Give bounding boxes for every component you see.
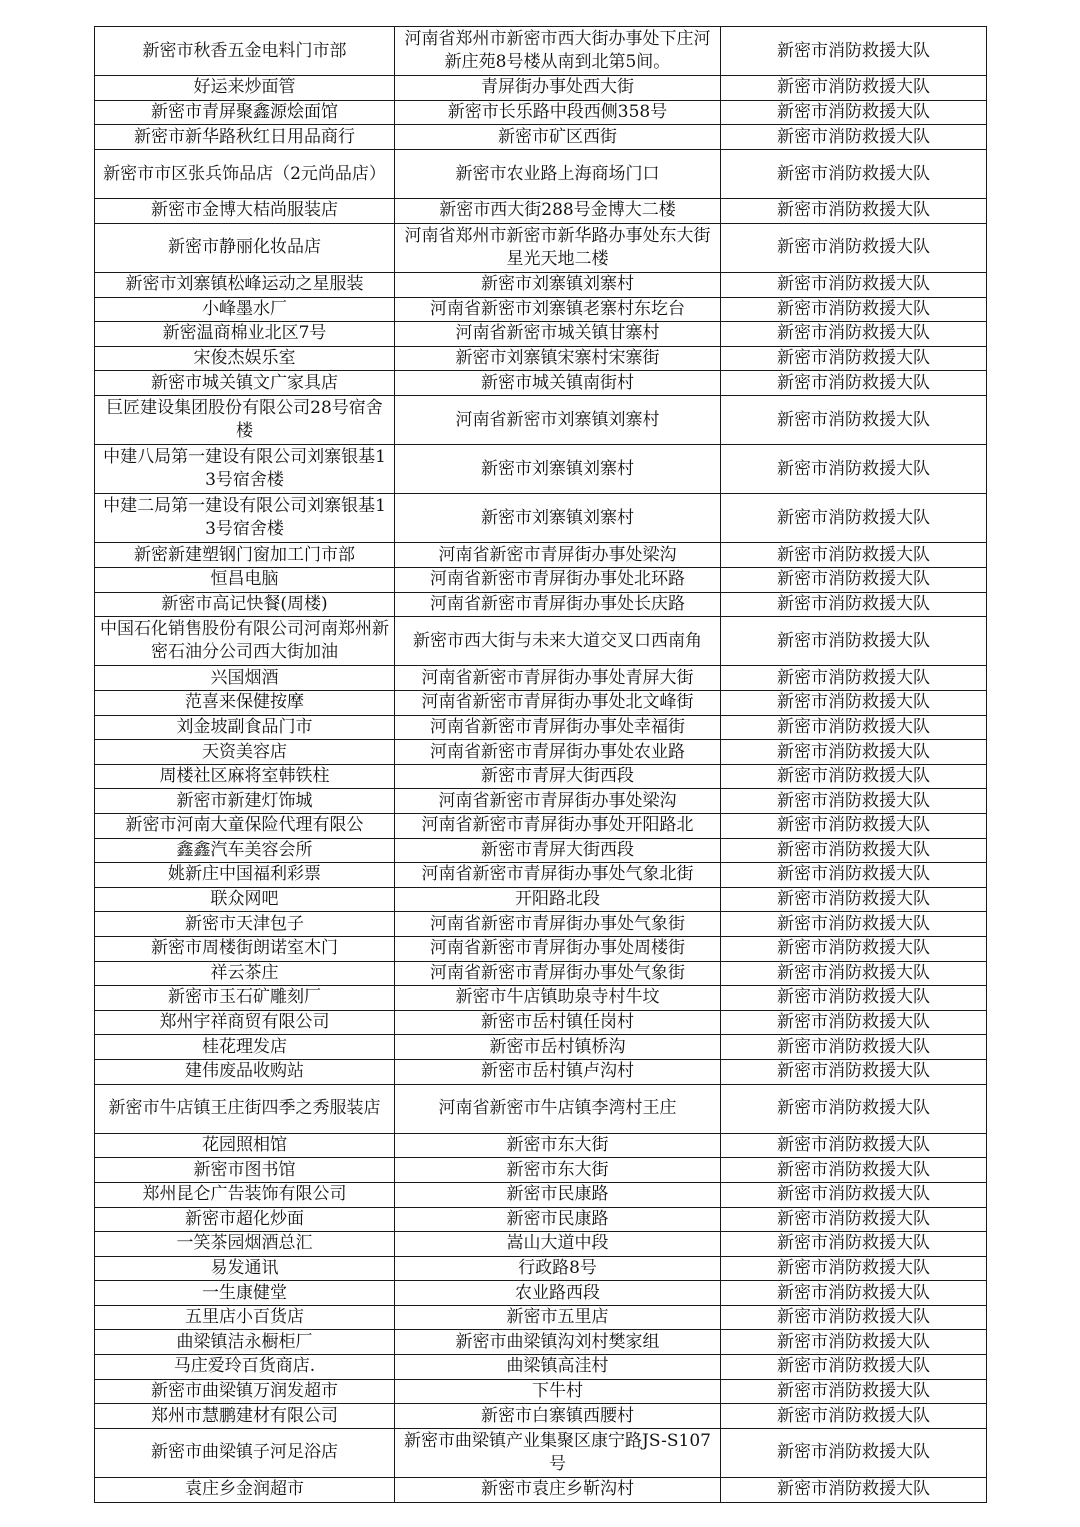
fire-brigade-cell: 新密市消防救援大队	[721, 272, 987, 297]
address-cell: 河南省新密市青屏街办事处开阳路北	[395, 814, 721, 839]
business-name-cell: 新密市玉石矿雕刻厂	[95, 986, 395, 1011]
address-cell: 新密市青屏大街西段	[395, 764, 721, 789]
fire-brigade-cell: 新密市消防救援大队	[721, 76, 987, 101]
inspection-table	[94, 26, 987, 1503]
address-cell: 新密市农业路上海商场门口	[395, 149, 721, 198]
fire-brigade-cell: 新密市消防救援大队	[721, 740, 987, 765]
business-name-cell: 新密市刘寨镇松峰运动之星服装	[95, 272, 395, 297]
table-row	[95, 371, 987, 396]
business-name-cell: 新密市河南大童保险代理有限公	[95, 814, 395, 839]
table-row	[95, 789, 987, 814]
business-name-cell: 新密市周楼街朗诺室木门	[95, 936, 395, 961]
business-name-cell: 五里店小百货店	[95, 1305, 395, 1330]
address-cell: 青屏街办事处西大街	[395, 76, 721, 101]
table-row	[95, 445, 987, 494]
address-cell: 曲梁镇高洼村	[395, 1355, 721, 1380]
table-row	[95, 1379, 987, 1404]
business-name-cell: 范喜来保健按摩	[95, 691, 395, 716]
fire-brigade-cell: 新密市消防救援大队	[721, 764, 987, 789]
address-cell: 河南省新密市青屏街办事处梁沟	[395, 789, 721, 814]
table-row	[95, 740, 987, 765]
address-cell: 新密市刘寨镇刘寨村	[395, 445, 721, 494]
address-cell: 新密市矿区西街	[395, 125, 721, 150]
business-name-cell: 郑州昆仑广告装饰有限公司	[95, 1182, 395, 1207]
table-row	[95, 814, 987, 839]
address-cell: 行政路8号	[395, 1256, 721, 1281]
table-row	[95, 1035, 987, 1060]
business-name-cell: 巨匠建设集团股份有限公司28号宿舍楼	[95, 395, 395, 444]
business-name-cell: 新密市曲梁镇子河足浴店	[95, 1428, 395, 1477]
fire-brigade-cell: 新密市消防救援大队	[721, 1182, 987, 1207]
table-row	[95, 272, 987, 297]
table-row	[95, 961, 987, 986]
table-row	[95, 76, 987, 101]
address-cell: 新密市岳村镇桥沟	[395, 1035, 721, 1060]
table-row	[95, 1256, 987, 1281]
business-name-cell: 中国石化销售股份有限公司河南郑州新密石油分公司西大街加油	[95, 617, 395, 666]
table-row	[95, 1232, 987, 1257]
fire-brigade-cell: 新密市消防救援大队	[721, 1232, 987, 1257]
fire-brigade-cell: 新密市消防救援大队	[721, 1330, 987, 1355]
address-cell: 河南省新密市青屏街办事处幸福街	[395, 715, 721, 740]
table-row	[95, 764, 987, 789]
fire-brigade-cell: 新密市消防救援大队	[721, 1133, 987, 1158]
table-row	[95, 494, 987, 543]
fire-brigade-cell: 新密市消防救援大队	[721, 617, 987, 666]
table-row	[95, 1010, 987, 1035]
address-cell: 新密市刘寨镇刘寨村	[395, 494, 721, 543]
address-cell: 下牛村	[395, 1379, 721, 1404]
fire-brigade-cell: 新密市消防救援大队	[721, 1084, 987, 1133]
business-name-cell: 新密市天津包子	[95, 912, 395, 937]
table-row	[95, 1305, 987, 1330]
table-row	[95, 297, 987, 322]
fire-brigade-cell: 新密市消防救援大队	[721, 961, 987, 986]
business-name-cell: 新密市曲梁镇万润发超市	[95, 1379, 395, 1404]
fire-brigade-cell: 新密市消防救援大队	[721, 1207, 987, 1232]
fire-brigade-cell: 新密市消防救援大队	[721, 494, 987, 543]
table-row	[95, 986, 987, 1011]
address-cell: 新密市白寨镇西腰村	[395, 1404, 721, 1429]
business-name-cell: 新密市超化炒面	[95, 1207, 395, 1232]
table-row	[95, 715, 987, 740]
fire-brigade-cell: 新密市消防救援大队	[721, 1158, 987, 1183]
fire-brigade-cell: 新密市消防救援大队	[721, 395, 987, 444]
fire-brigade-cell: 新密市消防救援大队	[721, 1256, 987, 1281]
address-cell: 新密市岳村镇卢沟村	[395, 1059, 721, 1084]
business-name-cell: 新密温商棉业北区7号	[95, 322, 395, 347]
fire-brigade-cell: 新密市消防救援大队	[721, 814, 987, 839]
fire-brigade-cell: 新密市消防救援大队	[721, 1379, 987, 1404]
table-row	[95, 1281, 987, 1306]
address-cell: 新密市城关镇南街村	[395, 371, 721, 396]
table-row	[95, 1084, 987, 1133]
business-name-cell: 一笑茶园烟酒总汇	[95, 1232, 395, 1257]
business-name-cell: 易发通讯	[95, 1256, 395, 1281]
address-cell: 新密市东大街	[395, 1133, 721, 1158]
business-name-cell: 好运来炒面管	[95, 76, 395, 101]
address-cell: 河南省新密市青屏街办事处气象街	[395, 961, 721, 986]
table-row	[95, 1158, 987, 1183]
fire-brigade-cell: 新密市消防救援大队	[721, 838, 987, 863]
business-name-cell: 中建八局第一建设有限公司刘寨银基13号宿舍楼	[95, 445, 395, 494]
fire-brigade-cell: 新密市消防救援大队	[721, 1035, 987, 1060]
fire-brigade-cell: 新密市消防救援大队	[721, 322, 987, 347]
business-name-cell: 新密市秋香五金电料门市部	[95, 27, 395, 76]
table-row	[95, 887, 987, 912]
fire-brigade-cell: 新密市消防救援大队	[721, 346, 987, 371]
table-row	[95, 617, 987, 666]
address-cell: 新密市长乐路中段西侧358号	[395, 100, 721, 125]
table-row	[95, 666, 987, 691]
table-row	[95, 322, 987, 347]
business-name-cell: 祥云茶庄	[95, 961, 395, 986]
business-name-cell: 鑫鑫汽车美容会所	[95, 838, 395, 863]
business-name-cell: 新密市图书馆	[95, 1158, 395, 1183]
fire-brigade-cell: 新密市消防救援大队	[721, 125, 987, 150]
business-name-cell: 天资美容店	[95, 740, 395, 765]
fire-brigade-cell: 新密市消防救援大队	[721, 223, 987, 272]
table-row	[95, 1133, 987, 1158]
fire-brigade-cell: 新密市消防救援大队	[721, 715, 987, 740]
business-name-cell: 新密市新建灯饰城	[95, 789, 395, 814]
table-row	[95, 691, 987, 716]
fire-brigade-cell: 新密市消防救援大队	[721, 27, 987, 76]
address-cell: 河南省新密市青屏街办事处周楼街	[395, 936, 721, 961]
business-name-cell: 中建二局第一建设有限公司刘寨银基13号宿舍楼	[95, 494, 395, 543]
business-name-cell: 姚新庄中国福利彩票	[95, 863, 395, 888]
business-name-cell: 新密市城关镇文广家具店	[95, 371, 395, 396]
address-cell: 新密市民康路	[395, 1182, 721, 1207]
table-row	[95, 1478, 987, 1503]
fire-brigade-cell: 新密市消防救援大队	[721, 568, 987, 593]
fire-brigade-cell: 新密市消防救援大队	[721, 1355, 987, 1380]
address-cell: 新密市东大街	[395, 1158, 721, 1183]
address-cell: 河南省新密市青屏街办事处气象街	[395, 912, 721, 937]
business-name-cell: 一生康健堂	[95, 1281, 395, 1306]
table-row	[95, 395, 987, 444]
address-cell: 河南省新密市刘寨镇刘寨村	[395, 395, 721, 444]
business-name-cell: 新密市市区张兵饰品店（2元尚品店）	[95, 149, 395, 198]
business-name-cell: 刘金坡副食品门市	[95, 715, 395, 740]
address-cell: 河南省新密市青屏街办事处气象北街	[395, 863, 721, 888]
business-name-cell: 马庄爱玲百货商店.	[95, 1355, 395, 1380]
address-cell: 河南省新密市青屏街办事处北文峰街	[395, 691, 721, 716]
address-cell: 开阳路北段	[395, 887, 721, 912]
fire-brigade-cell: 新密市消防救援大队	[721, 887, 987, 912]
business-name-cell: 新密市青屏聚鑫源烩面馆	[95, 100, 395, 125]
business-name-cell: 兴国烟酒	[95, 666, 395, 691]
fire-brigade-cell: 新密市消防救援大队	[721, 297, 987, 322]
table-row	[95, 838, 987, 863]
fire-brigade-cell: 新密市消防救援大队	[721, 100, 987, 125]
table-row	[95, 125, 987, 150]
address-cell: 新密市西大街288号金博大二楼	[395, 199, 721, 224]
fire-brigade-cell: 新密市消防救援大队	[721, 199, 987, 224]
address-cell: 农业路西段	[395, 1281, 721, 1306]
table-row	[95, 863, 987, 888]
table-row	[95, 936, 987, 961]
table-row	[95, 912, 987, 937]
business-name-cell: 新密市静丽化妆品店	[95, 223, 395, 272]
business-name-cell: 新密市金博大桔尚服装店	[95, 199, 395, 224]
fire-brigade-cell: 新密市消防救援大队	[721, 912, 987, 937]
fire-brigade-cell: 新密市消防救援大队	[721, 445, 987, 494]
fire-brigade-cell: 新密市消防救援大队	[721, 691, 987, 716]
address-cell: 河南省新密市青屏街办事处青屏大街	[395, 666, 721, 691]
business-name-cell: 花园照相馆	[95, 1133, 395, 1158]
table-row	[95, 1330, 987, 1355]
address-cell: 河南省新密市青屏街办事处梁沟	[395, 543, 721, 568]
table-row	[95, 568, 987, 593]
fire-brigade-cell: 新密市消防救援大队	[721, 936, 987, 961]
address-cell: 河南省郑州市新密市新华路办事处东大街星光天地二楼	[395, 223, 721, 272]
address-cell: 新密市曲梁镇沟刘村樊家组	[395, 1330, 721, 1355]
business-name-cell: 宋俊杰娱乐室	[95, 346, 395, 371]
business-name-cell: 建伟废品收购站	[95, 1059, 395, 1084]
table-row	[95, 223, 987, 272]
address-cell: 新密市刘寨镇刘寨村	[395, 272, 721, 297]
table-row	[95, 592, 987, 617]
business-name-cell: 曲梁镇洁永橱柜厂	[95, 1330, 395, 1355]
table-body	[95, 27, 987, 1503]
business-name-cell: 新密市牛店镇王庄街四季之秀服装店	[95, 1084, 395, 1133]
table-row	[95, 199, 987, 224]
fire-brigade-cell: 新密市消防救援大队	[721, 149, 987, 198]
fire-brigade-cell: 新密市消防救援大队	[721, 1281, 987, 1306]
address-cell: 河南省新密市刘寨镇老寨村东圪台	[395, 297, 721, 322]
table-row	[95, 1428, 987, 1477]
address-cell: 河南省郑州市新密市西大街办事处下庄河新庄苑8号楼从南到北第5间。	[395, 27, 721, 76]
business-name-cell: 郑州市慧鹏建材有限公司	[95, 1404, 395, 1429]
address-cell: 新密市刘寨镇宋寨村宋寨街	[395, 346, 721, 371]
business-name-cell: 周楼社区麻将室韩铁柱	[95, 764, 395, 789]
address-cell: 新密市西大街与未来大道交叉口西南角	[395, 617, 721, 666]
fire-brigade-cell: 新密市消防救援大队	[721, 1010, 987, 1035]
table-row	[95, 1404, 987, 1429]
business-name-cell: 新密市新华路秋红日用品商行	[95, 125, 395, 150]
business-name-cell: 联众网吧	[95, 887, 395, 912]
business-name-cell: 小峰墨水厂	[95, 297, 395, 322]
table-row	[95, 27, 987, 76]
table-row	[95, 100, 987, 125]
fire-brigade-cell: 新密市消防救援大队	[721, 1059, 987, 1084]
business-name-cell: 新密新建塑钢门窗加工门市部	[95, 543, 395, 568]
business-name-cell: 桂花理发店	[95, 1035, 395, 1060]
fire-brigade-cell: 新密市消防救援大队	[721, 1404, 987, 1429]
address-cell: 新密市曲梁镇产业集聚区康宁路JS-S107号	[395, 1428, 721, 1477]
fire-brigade-cell: 新密市消防救援大队	[721, 592, 987, 617]
table-row	[95, 543, 987, 568]
business-name-cell: 郑州宇祥商贸有限公司	[95, 1010, 395, 1035]
table-row	[95, 1355, 987, 1380]
fire-brigade-cell: 新密市消防救援大队	[721, 789, 987, 814]
fire-brigade-cell: 新密市消防救援大队	[721, 543, 987, 568]
business-name-cell: 袁庄乡金润超市	[95, 1478, 395, 1503]
table-row	[95, 149, 987, 198]
table-row	[95, 1059, 987, 1084]
address-cell: 河南省新密市青屏街办事处北环路	[395, 568, 721, 593]
address-cell: 新密市民康路	[395, 1207, 721, 1232]
address-cell: 嵩山大道中段	[395, 1232, 721, 1257]
table-row	[95, 1182, 987, 1207]
business-name-cell: 新密市高记快餐(周楼)	[95, 592, 395, 617]
address-cell: 新密市袁庄乡靳沟村	[395, 1478, 721, 1503]
fire-brigade-cell: 新密市消防救援大队	[721, 863, 987, 888]
table-row	[95, 346, 987, 371]
fire-brigade-cell: 新密市消防救援大队	[721, 1305, 987, 1330]
address-cell: 新密市岳村镇任岗村	[395, 1010, 721, 1035]
address-cell: 河南省新密市青屏街办事处农业路	[395, 740, 721, 765]
address-cell: 新密市青屏大街西段	[395, 838, 721, 863]
address-cell: 新密市牛店镇助泉寺村牛坟	[395, 986, 721, 1011]
fire-brigade-cell: 新密市消防救援大队	[721, 986, 987, 1011]
address-cell: 河南省新密市青屏街办事处长庆路	[395, 592, 721, 617]
fire-brigade-cell: 新密市消防救援大队	[721, 371, 987, 396]
fire-brigade-cell: 新密市消防救援大队	[721, 1478, 987, 1503]
address-cell: 河南省新密市牛店镇李湾村王庄	[395, 1084, 721, 1133]
fire-brigade-cell: 新密市消防救援大队	[721, 666, 987, 691]
address-cell: 新密市五里店	[395, 1305, 721, 1330]
address-cell: 河南省新密市城关镇甘寨村	[395, 322, 721, 347]
business-name-cell: 恒昌电脑	[95, 568, 395, 593]
fire-brigade-cell: 新密市消防救援大队	[721, 1428, 987, 1477]
table-row	[95, 1207, 987, 1232]
